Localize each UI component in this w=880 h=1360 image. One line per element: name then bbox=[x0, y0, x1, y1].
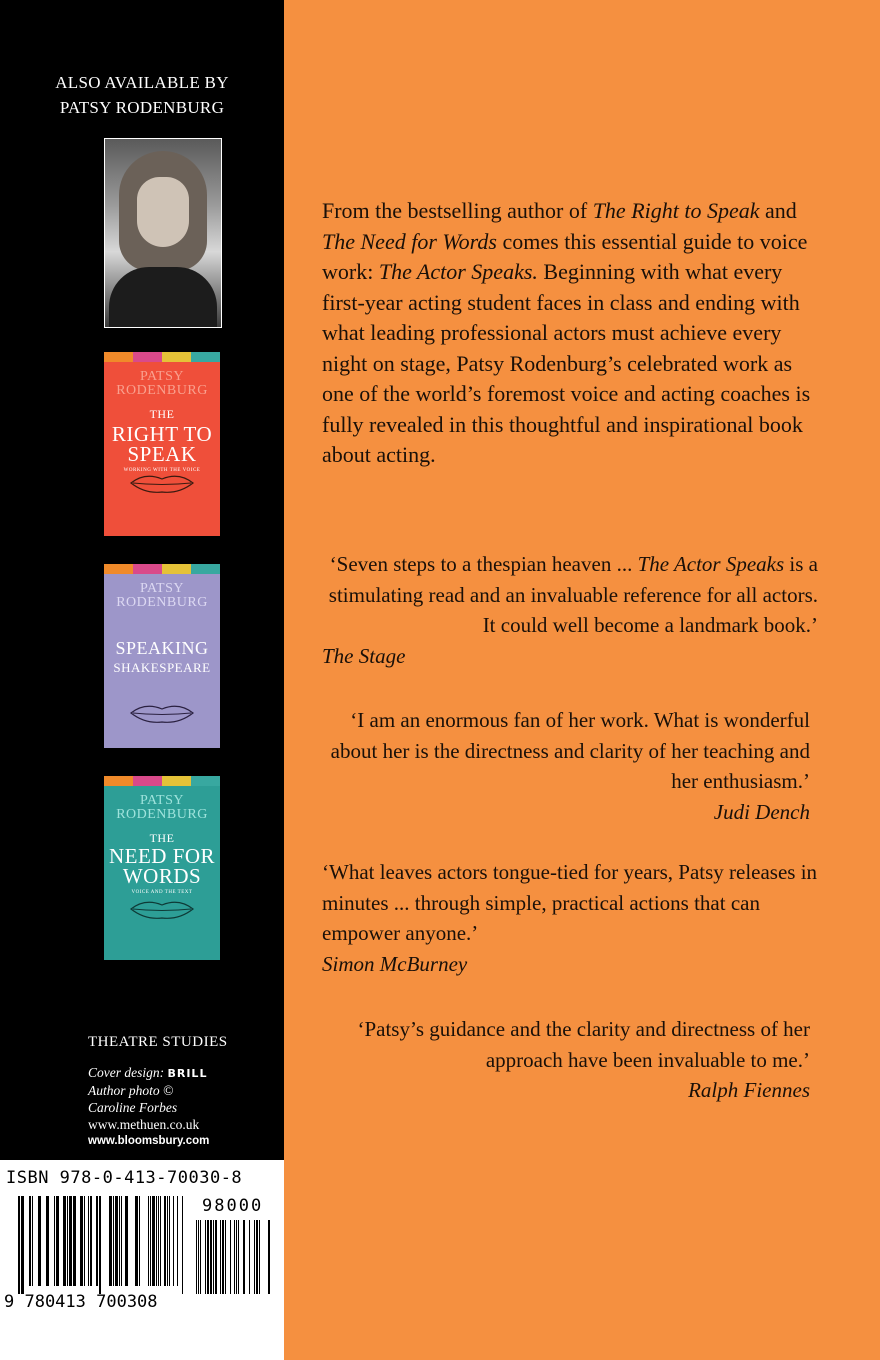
quote-text: ‘Seven steps to a thespian heaven ... The Actor Speaks is a stimulating read and an invaluable reference for all actors. It could well become a landmark book.’ bbox=[328, 552, 818, 637]
barcode-addon-bar bbox=[225, 1220, 226, 1294]
also-available-line2: PATSY RODENBURG bbox=[59, 98, 225, 117]
barcode-bar bbox=[160, 1196, 161, 1286]
book-author: PATSY RODENBURG bbox=[116, 793, 208, 822]
barcode-bar bbox=[99, 1196, 101, 1294]
barcode-bar bbox=[150, 1196, 151, 1286]
barcode-addon-bar bbox=[196, 1220, 197, 1294]
blurb-text: and bbox=[759, 198, 797, 223]
barcode-bar bbox=[73, 1196, 76, 1286]
blurb-text: comes this essential guide to voice work: bbox=[322, 228, 808, 284]
photo-credit-line2: Caroline Forbes bbox=[88, 1100, 178, 1115]
barcode-bar bbox=[29, 1196, 31, 1286]
barcode-bar bbox=[139, 1196, 140, 1286]
barcode-bar bbox=[69, 1196, 72, 1286]
barcode-bar bbox=[38, 1196, 41, 1286]
barcode-bar bbox=[96, 1196, 98, 1286]
barcode-number: 9 780413 700308 bbox=[4, 1292, 158, 1312]
barcode-bar bbox=[80, 1196, 83, 1286]
barcode-addon-bar bbox=[220, 1220, 221, 1294]
barcode-addon-bar bbox=[256, 1220, 258, 1294]
barcode-bar bbox=[119, 1196, 120, 1286]
barcode-bar bbox=[169, 1196, 170, 1286]
book-subtitle: WORKING WITH THE VOICE bbox=[123, 468, 201, 473]
barcode-bar bbox=[115, 1196, 118, 1286]
barcode-addon-bar bbox=[215, 1220, 217, 1294]
book-title-line2: NEED FOR bbox=[108, 844, 216, 868]
barcode-bar bbox=[46, 1196, 49, 1286]
quote-text: ‘Patsy’s guidance and the clarity and directness of her approach have been invaluable to me.’ bbox=[357, 1017, 810, 1072]
book-cover-speaking-shakespeare bbox=[104, 564, 220, 748]
review-quote-4 bbox=[322, 1014, 810, 1106]
blurb-text: From the bestselling author of bbox=[322, 198, 593, 223]
barcode-bar bbox=[18, 1196, 20, 1294]
barcode-bar bbox=[177, 1196, 178, 1286]
book-cover-right-to-speak bbox=[104, 352, 220, 536]
barcode-addon-bar bbox=[210, 1220, 212, 1294]
book-title-line1: THE bbox=[149, 407, 175, 421]
quote-text: ‘What leaves actors tongue-tied for years, Patsy releases in minutes ... through simple, practical actions that can empower anyone.’ bbox=[322, 860, 818, 945]
publisher-url-bloomsbury: www.bloomsbury.com bbox=[88, 1135, 210, 1147]
barcode-addon-bar bbox=[268, 1220, 270, 1294]
barcode-bar bbox=[158, 1196, 159, 1286]
quote-source: Simon McBurney bbox=[322, 951, 468, 976]
barcode-bar bbox=[164, 1196, 166, 1286]
barcode-addon-bar bbox=[234, 1220, 235, 1294]
barcode-bar bbox=[182, 1196, 183, 1294]
barcode-addon-bar bbox=[254, 1220, 255, 1294]
barcode-addon-bar bbox=[236, 1220, 237, 1294]
quote-source: Ralph Fiennes bbox=[688, 1078, 810, 1102]
book-author: PATSY RODENBURG bbox=[116, 581, 208, 610]
cover-design-name: BRILL bbox=[167, 1067, 208, 1080]
quote-text: ‘I am an enormous fan of her work. What is wonderful about her is the directness and clarity of her teaching and her enthusiasm.’ bbox=[330, 708, 810, 793]
lips-illustration bbox=[129, 898, 195, 920]
blurb-text: Beginning with what every first-year acting student faces in class and ending with what leading professional actors must achieve every night on stage, Patsy Rodenburg’s celebrated work as one of the world’s foremost voice and acting coaches is fully revealed in this thoughtful and inspirational book about acting. bbox=[322, 259, 811, 467]
barcode-addon-bar bbox=[243, 1220, 245, 1294]
book-subtitle: VOICE AND THE TEXT bbox=[131, 890, 193, 895]
blurb-paragraph bbox=[322, 196, 822, 471]
isbn-text: ISBN 978-0-413-70030-8 bbox=[6, 1168, 243, 1188]
cover-design-credit bbox=[88, 1064, 209, 1082]
credits bbox=[88, 1064, 209, 1150]
barcode-bar bbox=[167, 1196, 168, 1286]
book-title-line3: SPEAK bbox=[127, 442, 197, 466]
book-title-line2: SHAKESPEARE bbox=[113, 660, 211, 675]
cover-design-label: Cover design: bbox=[88, 1065, 165, 1080]
book-author: PATSY RODENBURG bbox=[116, 369, 208, 398]
review-quote-3 bbox=[322, 857, 818, 979]
barcode-addon-bar bbox=[259, 1220, 260, 1294]
also-available-heading bbox=[0, 70, 284, 120]
blurb-title: The Actor Speaks. bbox=[378, 259, 538, 284]
barcode-addon-bar bbox=[207, 1220, 209, 1294]
book-title-line3: WORDS bbox=[122, 864, 202, 888]
barcode-bar bbox=[32, 1196, 33, 1286]
also-available-line1: ALSO AVAILABLE BY bbox=[55, 73, 229, 92]
barcode-bar bbox=[21, 1196, 24, 1294]
review-quote-2 bbox=[322, 705, 810, 827]
barcode-bar bbox=[56, 1196, 59, 1286]
lips-illustration bbox=[129, 472, 195, 494]
quote-title: The Actor Speaks bbox=[637, 552, 785, 576]
barcode-addon-bar bbox=[222, 1220, 224, 1294]
photo-credit-line1: Author photo © bbox=[88, 1083, 174, 1098]
book-title-line2: RIGHT TO bbox=[111, 422, 213, 446]
barcode-bar bbox=[90, 1196, 92, 1286]
barcode-bar bbox=[121, 1196, 122, 1286]
quote-source: Judi Dench bbox=[713, 799, 810, 824]
barcode-bar bbox=[54, 1196, 55, 1286]
publisher-url-methuen: www.methuen.co.uk bbox=[88, 1117, 200, 1132]
barcode-addon-bar bbox=[238, 1220, 239, 1294]
barcode-addon-bar bbox=[198, 1220, 199, 1294]
lips-illustration bbox=[129, 702, 195, 724]
barcode-bar bbox=[113, 1196, 114, 1286]
barcode-addon-number: 98000 bbox=[202, 1196, 264, 1216]
barcode-bar bbox=[152, 1196, 155, 1286]
barcode-bar bbox=[135, 1196, 138, 1286]
author-photo bbox=[104, 138, 222, 328]
barcode-bar bbox=[67, 1196, 68, 1286]
barcode-bar bbox=[125, 1196, 128, 1286]
category-label: THEATRE STUDIES bbox=[88, 1034, 228, 1050]
book-cover-need-for-words bbox=[104, 776, 220, 960]
barcode-addon-bar bbox=[213, 1220, 214, 1294]
barcode-addon-bar bbox=[200, 1220, 201, 1294]
barcode-bar bbox=[109, 1196, 112, 1286]
book-title-line1: THE bbox=[149, 831, 175, 845]
barcode-bar bbox=[84, 1196, 85, 1286]
barcode-addon-bar bbox=[230, 1220, 231, 1294]
blurb-title: The Right to Speak bbox=[592, 198, 760, 223]
barcode-bar bbox=[156, 1196, 157, 1286]
barcode-bar bbox=[88, 1196, 89, 1286]
barcode-bar bbox=[173, 1196, 174, 1286]
barcode-bar bbox=[148, 1196, 149, 1286]
barcode-addon-bar bbox=[249, 1220, 250, 1294]
blurb-title: The Need for Words bbox=[322, 228, 497, 254]
barcode-addon-bar bbox=[205, 1220, 206, 1294]
quote-source: The Stage bbox=[322, 643, 406, 668]
barcode-bar bbox=[63, 1196, 66, 1286]
book-title-line1: SPEAKING bbox=[115, 638, 209, 658]
review-quote-1 bbox=[322, 549, 818, 671]
